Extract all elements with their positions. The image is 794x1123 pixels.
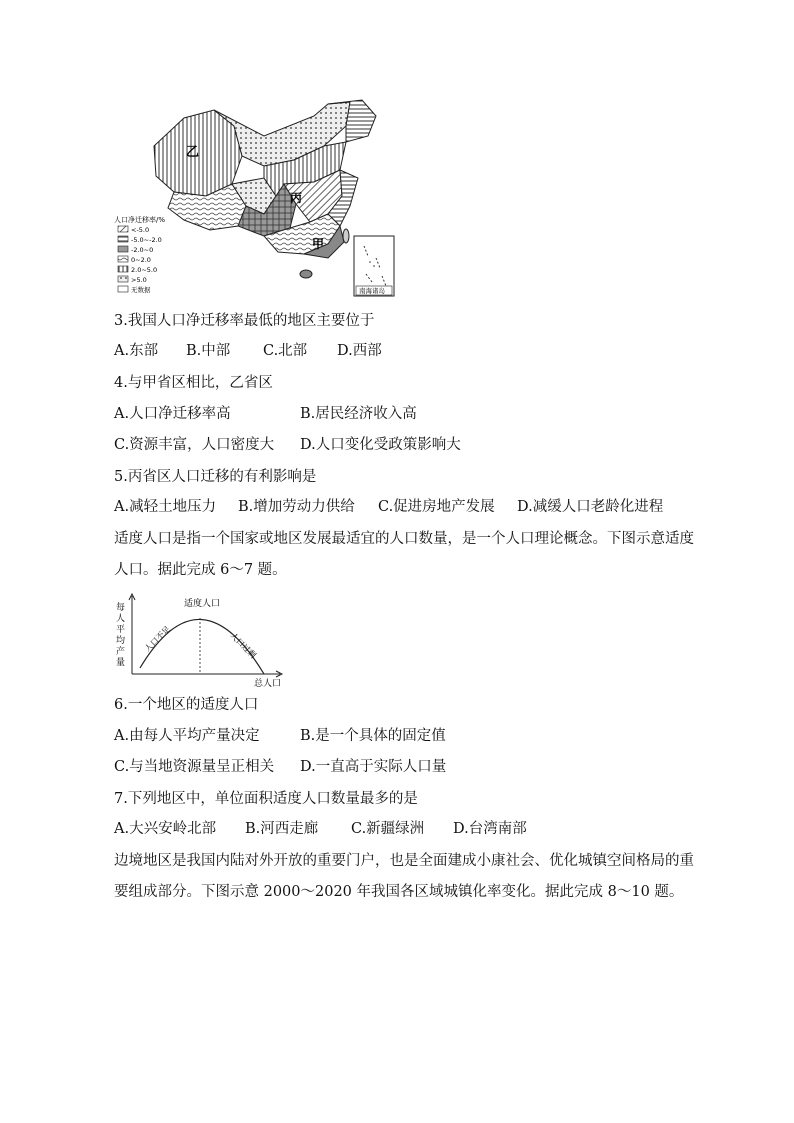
passage2-line1: 边境地区是我国内陆对外开放的重要门户，也是全面建成小康社会、优化城镇空间格局的重 bbox=[114, 853, 694, 869]
q4-options-2 bbox=[114, 435, 461, 455]
q3-stem: 3.我国人口净迁移率最低的地区主要位于 bbox=[114, 313, 375, 329]
q6-option-c[interactable]: C.与当地资源量呈正相关 bbox=[114, 759, 275, 775]
south-china-sea-inset bbox=[354, 236, 394, 296]
map-label-bing: 丙 bbox=[290, 191, 303, 205]
peak-label: 适度人口 bbox=[184, 599, 221, 609]
q5-option-d[interactable]: D.减缓人口老龄化进程 bbox=[517, 499, 664, 515]
q5-stem: 5.丙省区人口迁移的有利影响是 bbox=[114, 469, 317, 485]
q6-stem: 6.一个地区的适度人口 bbox=[114, 697, 259, 713]
svg-text:产: 产 bbox=[116, 647, 126, 657]
legend-item: >5.0 bbox=[131, 276, 147, 284]
right-label: 人口过剩 bbox=[228, 631, 258, 661]
q6-option-a[interactable]: A.由每人平均产量决定 bbox=[114, 728, 260, 744]
q4-option-d[interactable]: D.人口变化受政策影响大 bbox=[300, 437, 461, 453]
legend-item: 无数据 bbox=[131, 286, 151, 294]
x-axis-label: 总人口 bbox=[254, 679, 282, 689]
q7-option-a[interactable]: A.大兴安岭北部 bbox=[114, 821, 217, 837]
legend-item: <-5.0 bbox=[131, 226, 150, 234]
svg-text:均: 均 bbox=[116, 636, 126, 646]
q5-option-a[interactable]: A.减轻土地压力 bbox=[114, 499, 217, 515]
svg-text:人: 人 bbox=[116, 614, 126, 624]
q3-option-c[interactable]: C.北部 bbox=[263, 343, 308, 359]
q4-option-c[interactable]: C.资源丰富，人口密度大 bbox=[114, 437, 275, 453]
q3-option-d[interactable]: D.西部 bbox=[337, 343, 382, 359]
svg-text:平: 平 bbox=[116, 625, 126, 635]
map-label-jia: 甲 bbox=[312, 237, 325, 251]
region-taiwan bbox=[343, 229, 349, 243]
q5-options bbox=[114, 497, 663, 517]
q4-options bbox=[114, 404, 417, 424]
q5-option-b[interactable]: B.增加劳动力供给 bbox=[238, 499, 355, 515]
passage2-line2: 要组成部分。下图示意 2000～2020 年我国各区域城镇化率变化。据此完成 8～10 题。 bbox=[114, 884, 684, 900]
q7-stem: 7.下列地区中，单位面积适度人口数量最多的是 bbox=[114, 791, 418, 807]
legend-item: 0~2.0 bbox=[131, 256, 151, 264]
q6-option-d[interactable]: D.一直高于实际人口量 bbox=[300, 759, 447, 775]
legend-title: 人口净迁移率/% bbox=[114, 216, 166, 224]
q6-options-2 bbox=[114, 757, 446, 777]
q3-option-a[interactable]: A.东部 bbox=[114, 343, 159, 359]
optimal-population-chart bbox=[114, 592, 286, 690]
china-migration-map bbox=[114, 96, 396, 300]
q7-option-b[interactable]: B.河西走廊 bbox=[245, 821, 319, 837]
region-hainan bbox=[300, 270, 312, 278]
legend-item: -5.0~-2.0 bbox=[131, 236, 162, 244]
passage1-line2: 人口。据此完成 6～7 题。 bbox=[114, 562, 287, 578]
legend bbox=[118, 226, 162, 294]
y-axis-label bbox=[116, 601, 125, 668]
q6-option-b[interactable]: B.是一个具体的固定值 bbox=[300, 728, 446, 744]
q7-options bbox=[114, 819, 527, 839]
q6-options bbox=[114, 726, 446, 746]
q7-option-c[interactable]: C.新疆绿洲 bbox=[351, 821, 425, 837]
map-label-yi: 乙 bbox=[186, 145, 200, 160]
q4-option-a[interactable]: A.人口净迁移率高 bbox=[114, 406, 231, 422]
passage1-line1: 适度人口是指一个国家或地区发展最适宜的人口数量，是一个人口理论概念。下图示意适度 bbox=[114, 531, 694, 547]
q4-option-b[interactable]: B.居民经济收入高 bbox=[300, 406, 417, 422]
left-label: 人口不足 bbox=[143, 624, 173, 654]
legend-item: -2.0~0 bbox=[131, 246, 154, 254]
legend-item: 2.0~5.0 bbox=[131, 266, 158, 274]
inset-label: 南海诸岛 bbox=[359, 287, 385, 295]
svg-text:每: 每 bbox=[116, 603, 126, 613]
q3-option-b[interactable]: B.中部 bbox=[186, 343, 231, 359]
q4-stem: 4.与甲省区相比，乙省区 bbox=[114, 375, 273, 391]
q3-options bbox=[114, 341, 382, 361]
q5-option-c[interactable]: C.促进房地产发展 bbox=[378, 499, 495, 515]
q7-option-d[interactable]: D.台湾南部 bbox=[453, 821, 527, 837]
svg-text:量: 量 bbox=[116, 658, 126, 668]
